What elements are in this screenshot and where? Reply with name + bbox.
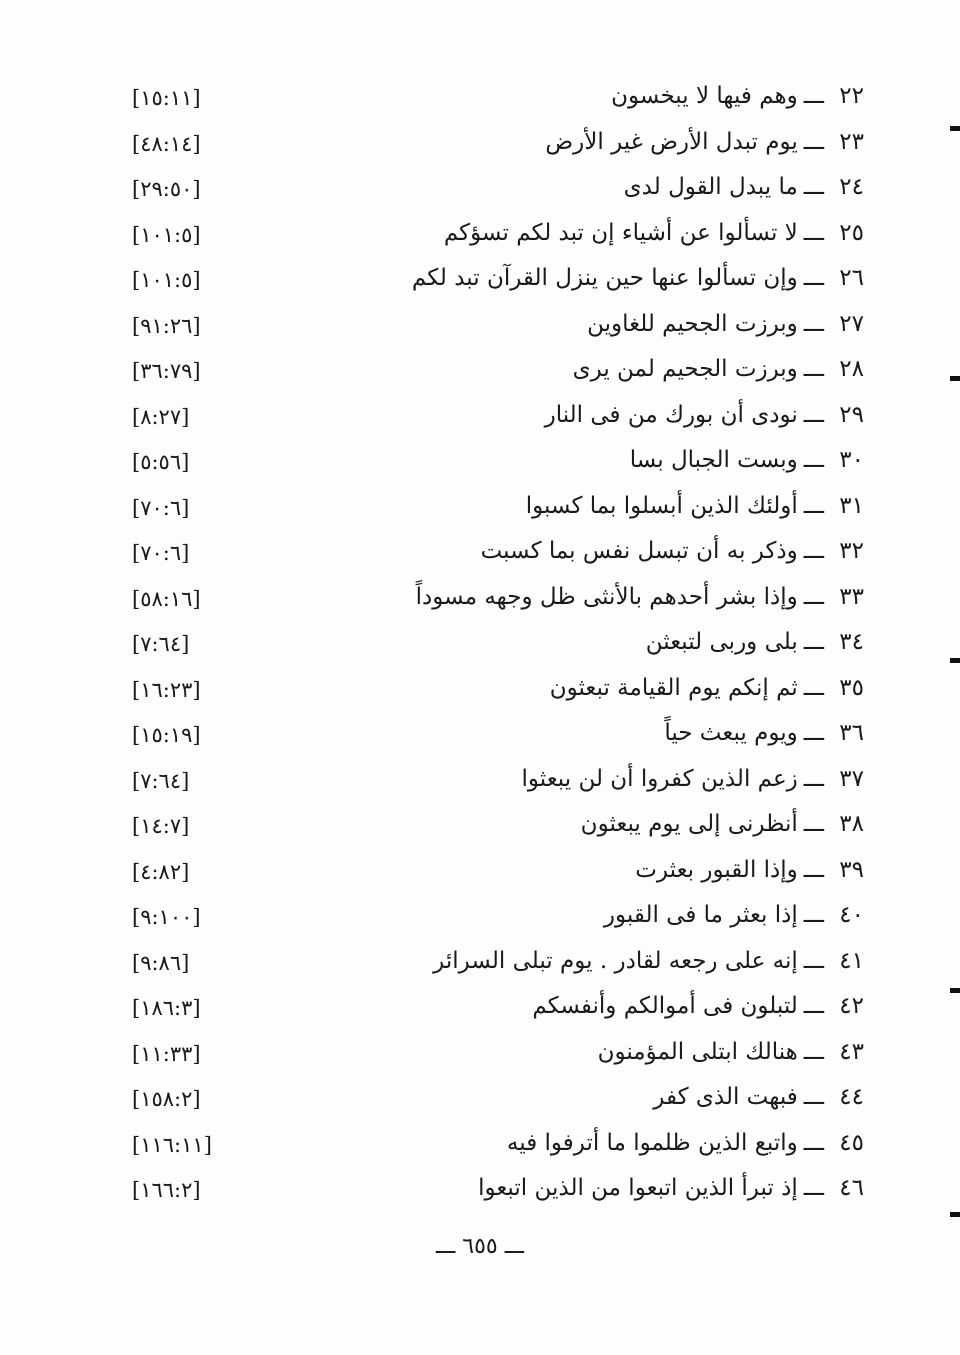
- verse-entry: [0, 802, 960, 848]
- verse-entry: [0, 939, 960, 985]
- verse-number: ٣١: [839, 492, 864, 519]
- verse-dash: ـــ: [803, 401, 824, 428]
- verse-entry: [0, 120, 960, 166]
- verse-reference: [٩:٨٦]: [132, 950, 190, 975]
- verse-line: [433, 939, 864, 984]
- verse-reference: [١٦٦:٢]: [132, 1178, 201, 1202]
- verse-number: ٢٥: [839, 219, 864, 246]
- verse-entry: [0, 347, 960, 393]
- verse-dash: ـــ: [803, 310, 824, 337]
- verse-reference: [٤:٨٢]: [132, 859, 190, 884]
- verse-text: هنالك ابتلى المؤمنون: [597, 1038, 798, 1065]
- verse-dash: ـــ: [803, 128, 824, 155]
- verse-text: لا تسألوا عن أشياء إن تبد لكم تسؤكم: [443, 219, 798, 246]
- verse-line: [646, 620, 864, 665]
- verse-reference: [٩:١٠٠]: [132, 905, 201, 929]
- verse-dash: ـــ: [803, 993, 824, 1019]
- verse-text: ويوم يبعث حياً: [664, 720, 798, 746]
- verse-number: ٢٤: [839, 174, 864, 200]
- verse-entry: [0, 529, 960, 575]
- verse-line: [550, 666, 864, 711]
- verse-entry: [0, 575, 960, 621]
- verse-text: فبهت الذى كفر: [653, 1084, 798, 1110]
- verse-dash: ـــ: [803, 447, 824, 473]
- verse-entry: [0, 984, 960, 1030]
- verse-entry: [0, 302, 960, 348]
- verse-number: ٣٠: [839, 447, 864, 473]
- verse-reference: [٢٩:٥٠]: [132, 177, 201, 201]
- verse-line: [635, 848, 864, 893]
- verse-text: إذ تبرأ الذين اتبعوا من الذين اتبعوا: [478, 1175, 798, 1201]
- margin-tab-mark: [950, 1212, 960, 1217]
- verse-text: بلى وربى لتبعثن: [645, 629, 798, 655]
- verse-entry: [0, 757, 960, 803]
- verse-text: وبرزت الجحيم لمن يرى: [572, 356, 798, 382]
- margin-tab-mark: [950, 376, 960, 381]
- verse-dash: ـــ: [803, 265, 824, 291]
- verse-entry: [0, 1030, 960, 1076]
- verse-entry: [0, 256, 960, 302]
- verse-text: وذكر به أن تبسل نفس بما كسبت: [480, 538, 798, 564]
- verse-text: لتبلون فى أموالكم وأنفسكم: [532, 993, 798, 1019]
- verse-line: [664, 711, 864, 756]
- verse-text: إذا بعثر ما فى القبور: [603, 902, 798, 928]
- verse-dash: ـــ: [803, 492, 824, 519]
- verse-number: ٤١: [839, 947, 864, 974]
- verse-text: يوم تبدل الأرض غير الأرض: [545, 128, 798, 155]
- verse-dash: ـــ: [803, 83, 824, 109]
- verse-entry: [0, 484, 960, 530]
- verse-number: ٤٤: [839, 1084, 864, 1110]
- verse-number: ٤٣: [839, 1038, 864, 1065]
- verse-number: ٣٣: [839, 583, 864, 610]
- verse-dash: ـــ: [803, 674, 824, 701]
- margin-tab-mark: [950, 126, 960, 131]
- verse-number: ٢٨: [839, 356, 864, 382]
- verse-dash: ـــ: [803, 538, 824, 564]
- verse-dash: ـــ: [803, 720, 824, 746]
- verse-line: [507, 1121, 864, 1166]
- verse-number: ٤٥: [839, 1129, 864, 1156]
- verse-reference: [١١٦:١١]: [132, 1132, 212, 1157]
- verse-dash: ـــ: [803, 765, 824, 792]
- verse-line: [581, 802, 864, 847]
- verse-line: [521, 757, 864, 802]
- verse-reference: [١٥:١١]: [132, 86, 201, 110]
- margin-tab-mark: [950, 658, 960, 663]
- verse-number: ٤٠: [839, 902, 864, 928]
- verse-number: ٢٢: [839, 83, 864, 109]
- verse-entry: [0, 711, 960, 757]
- verse-list: [0, 74, 960, 1212]
- verse-entry: [0, 620, 960, 666]
- verse-line: [573, 347, 864, 392]
- verse-dash: ـــ: [803, 629, 824, 655]
- verse-dash: ـــ: [803, 1175, 824, 1201]
- verse-reference: [١٦:٢٣]: [132, 677, 201, 702]
- verse-entry: [0, 438, 960, 484]
- verse-line: [624, 165, 864, 210]
- verse-text: أولئك الذين أبسلوا بما كسبوا: [525, 492, 798, 519]
- verse-reference: [١٠١:٥]: [132, 268, 201, 292]
- verse-line: [481, 529, 864, 574]
- verse-text: ما يبدل القول لدى: [623, 174, 798, 200]
- verse-line: [545, 120, 864, 165]
- verse-dash: ـــ: [803, 1129, 824, 1156]
- verse-text: ثم إنكم يوم القيامة تبعثون: [549, 674, 798, 701]
- verse-dash: ـــ: [803, 356, 824, 382]
- verse-line: [598, 1030, 864, 1075]
- verse-reference: [١٥٨:٢]: [132, 1087, 201, 1111]
- verse-line: [545, 393, 864, 438]
- verse-entry: [0, 893, 960, 939]
- verse-reference: [٧:٦٤]: [132, 632, 190, 656]
- verse-entry: [0, 1121, 960, 1167]
- verse-dash: ـــ: [803, 1084, 824, 1110]
- verse-line: [526, 484, 864, 529]
- verse-number: ٣٨: [839, 811, 864, 837]
- verse-text: نودى أن بورك من فى النار: [544, 401, 798, 428]
- verse-reference: [١١:٣٣]: [132, 1041, 201, 1066]
- verse-number: ٣٢: [839, 538, 864, 564]
- verse-reference: [٩١:٢٦]: [132, 313, 201, 338]
- verse-reference: [٤٨:١٤]: [132, 131, 201, 156]
- verse-reference: [١٥:١٩]: [132, 723, 201, 747]
- verse-text: أنظرنى إلى يوم يبعثون: [580, 811, 798, 837]
- verse-number: ٣٧: [839, 765, 864, 792]
- verse-number: ٣٦: [839, 720, 864, 746]
- verse-text: وهم فيها لا يبخسون: [611, 83, 798, 109]
- verse-line: [412, 256, 864, 301]
- verse-text: زعم الذين كفروا أن لن يبعثوا: [521, 765, 798, 792]
- verse-reference: [١٤:٧]: [132, 814, 190, 838]
- verse-number: ٣٩: [839, 856, 864, 883]
- verse-text: واتبع الذين ظلموا ما أترفوا فيه: [506, 1129, 798, 1156]
- verse-dash: ـــ: [803, 811, 824, 837]
- verse-text: إنه على رجعه لقادر . يوم تبلى السرائر: [433, 947, 798, 974]
- verse-reference: [٧٠:٦]: [132, 495, 190, 520]
- verse-text: وإن تسألوا عنها حين ينزل القرآن تبد لكم: [411, 265, 798, 291]
- verse-line: [611, 74, 864, 119]
- verse-line: [444, 211, 864, 256]
- verse-number: ٢٦: [839, 265, 864, 291]
- verse-dash: ـــ: [803, 583, 824, 610]
- verse-text: وبست الجبال بسا: [629, 447, 798, 473]
- verse-entry: [0, 393, 960, 439]
- verse-entry: [0, 1166, 960, 1212]
- margin-tab-mark: [950, 988, 960, 993]
- verse-reference: [٣٦:٧٩]: [132, 359, 201, 383]
- verse-reference: [٥٨:١٦]: [132, 586, 201, 611]
- verse-reference: [١٠١:٥]: [132, 222, 201, 247]
- verse-number: ٤٢: [839, 993, 864, 1019]
- page-number: ـــ ٦٥٥ ـــ: [435, 1234, 525, 1259]
- verse-entry: [0, 848, 960, 894]
- verse-entry: [0, 165, 960, 211]
- verse-entry: [0, 74, 960, 120]
- verse-number: ٣٤: [839, 629, 864, 655]
- verse-line: [604, 893, 864, 938]
- verse-text: وإذا بشر أحدهم بالأنثى ظل وجهه مسوداً: [415, 583, 798, 610]
- verse-reference: [٧:٦٤]: [132, 768, 190, 793]
- verse-reference: [٨:٢٧]: [132, 404, 190, 429]
- verse-reference: [١٨٦:٣]: [132, 996, 201, 1020]
- verse-number: ٢٧: [839, 310, 864, 337]
- verse-line: [587, 302, 864, 347]
- verse-line: [416, 575, 864, 620]
- verse-number: ٤٦: [839, 1175, 864, 1201]
- verse-entry: [0, 211, 960, 257]
- verse-dash: ـــ: [803, 947, 824, 974]
- verse-dash: ـــ: [803, 174, 824, 200]
- verse-entry: [0, 666, 960, 712]
- verse-number: ٢٩: [839, 401, 864, 428]
- verse-number: ٢٣: [839, 128, 864, 155]
- verse-dash: ـــ: [803, 856, 824, 883]
- verse-reference: [٧٠:٦]: [132, 541, 190, 565]
- verse-dash: ـــ: [803, 902, 824, 928]
- verse-line: [478, 1166, 864, 1211]
- verse-reference: [٥:٥٦]: [132, 450, 190, 474]
- verse-dash: ـــ: [803, 1038, 824, 1065]
- verse-entry: [0, 1075, 960, 1121]
- verse-number: ٣٥: [839, 674, 864, 701]
- verse-text: وإذا القبور بعثرت: [635, 856, 798, 883]
- verse-text: وبرزت الجحيم للغاوين: [587, 310, 798, 337]
- verse-dash: ـــ: [803, 219, 824, 246]
- verse-line: [653, 1075, 864, 1120]
- verse-line: [532, 984, 864, 1029]
- verse-line: [630, 438, 864, 483]
